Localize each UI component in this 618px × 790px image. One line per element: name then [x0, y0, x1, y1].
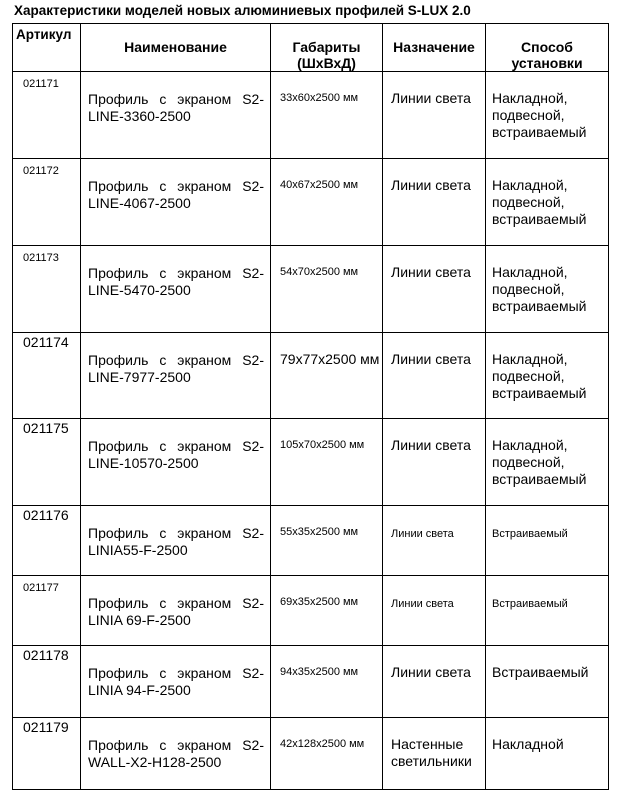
- name-cell: Профиль с экраном S2-LINE-5470-2500: [81, 246, 271, 333]
- header-dimensions: Габариты (ШхВхД): [271, 24, 383, 72]
- name-cell: Профиль с экраном S2-LINIA 69-F-2500: [81, 576, 271, 646]
- purpose-cell: Линии света: [383, 646, 486, 718]
- article-cell: 021172: [13, 159, 81, 246]
- table-header-row: [13, 24, 609, 72]
- purpose-cell: Линии света: [383, 72, 486, 159]
- article-cell: 021173: [13, 246, 81, 333]
- installation-cell: Встраиваемый: [486, 646, 609, 718]
- article-cell: 021178: [13, 646, 81, 718]
- name-cell: Профиль с экраном S2-LINIA 94-F-2500: [81, 646, 271, 718]
- table-row: [13, 646, 609, 718]
- article-cell: 021176: [13, 506, 81, 576]
- header-installation: Способ установки: [486, 24, 609, 72]
- installation-cell: Накладной, подвесной, встраиваемый: [486, 333, 609, 419]
- table-row: [13, 333, 609, 419]
- dimensions-cell: 54x70x2500 мм: [271, 246, 383, 333]
- dimensions-cell: 94x35x2500 мм: [271, 646, 383, 718]
- table-row: [13, 576, 609, 646]
- dimensions-cell: 42x128x2500 мм: [271, 718, 383, 790]
- article-cell: 021177: [13, 576, 81, 646]
- purpose-cell: Линии света: [383, 419, 486, 506]
- purpose-cell: Линии света: [383, 333, 486, 419]
- purpose-cell: Настенные светильники: [383, 718, 486, 790]
- name-cell: Профиль с экраном S2-WALL-X2-H128-2500: [81, 718, 271, 790]
- purpose-cell: Линии света: [383, 576, 486, 646]
- table-row: [13, 72, 609, 159]
- article-cell: 021174: [13, 333, 81, 419]
- purpose-cell: Линии света: [383, 159, 486, 246]
- name-cell: Профиль с экраном S2-LINE-10570-2500: [81, 419, 271, 506]
- installation-cell: Накладной, подвесной, встраиваемый: [486, 72, 609, 159]
- dimensions-cell: 33x60x2500 мм: [271, 72, 383, 159]
- installation-cell: Накладной: [486, 718, 609, 790]
- header-name: Наименование: [81, 24, 271, 72]
- installation-cell: Накладной, подвесной, встраиваемый: [486, 246, 609, 333]
- article-cell: 021179: [13, 718, 81, 790]
- table-row: [13, 159, 609, 246]
- table-row: [13, 419, 609, 506]
- dimensions-cell: 105x70x2500 мм: [271, 419, 383, 506]
- purpose-cell: Линии света: [383, 246, 486, 333]
- name-cell: Профиль с экраном S2-LINIA55-F-2500: [81, 506, 271, 576]
- table-row: [13, 718, 609, 790]
- name-cell: Профиль с экраном S2-LINE-7977-2500: [81, 333, 271, 419]
- header-purpose: Назначение: [383, 24, 486, 72]
- table-row: [13, 506, 609, 576]
- dimensions-cell: 55x35x2500 мм: [271, 506, 383, 576]
- header-article: Артикул: [13, 24, 81, 72]
- article-cell: 021175: [13, 419, 81, 506]
- dimensions-cell: 40x67x2500 мм: [271, 159, 383, 246]
- document-title: Характеристики моделей новых алюминиевых профилей S-LUX 2.0: [14, 3, 471, 18]
- installation-cell: Накладной, подвесной, встраиваемый: [486, 159, 609, 246]
- article-cell: 021171: [13, 72, 81, 159]
- name-cell: Профиль с экраном S2-LINE-3360-2500: [81, 72, 271, 159]
- installation-cell: Встраиваемый: [486, 576, 609, 646]
- table-row: [13, 246, 609, 333]
- purpose-cell: Линии света: [383, 506, 486, 576]
- installation-cell: Накладной, подвесной, встраиваемый: [486, 419, 609, 506]
- name-cell: Профиль с экраном S2-LINE-4067-2500: [81, 159, 271, 246]
- installation-cell: Встраиваемый: [486, 506, 609, 576]
- dimensions-cell: 69x35x2500 мм: [271, 576, 383, 646]
- dimensions-cell: 79x77x2500 мм: [271, 333, 383, 419]
- profiles-table: [12, 23, 609, 790]
